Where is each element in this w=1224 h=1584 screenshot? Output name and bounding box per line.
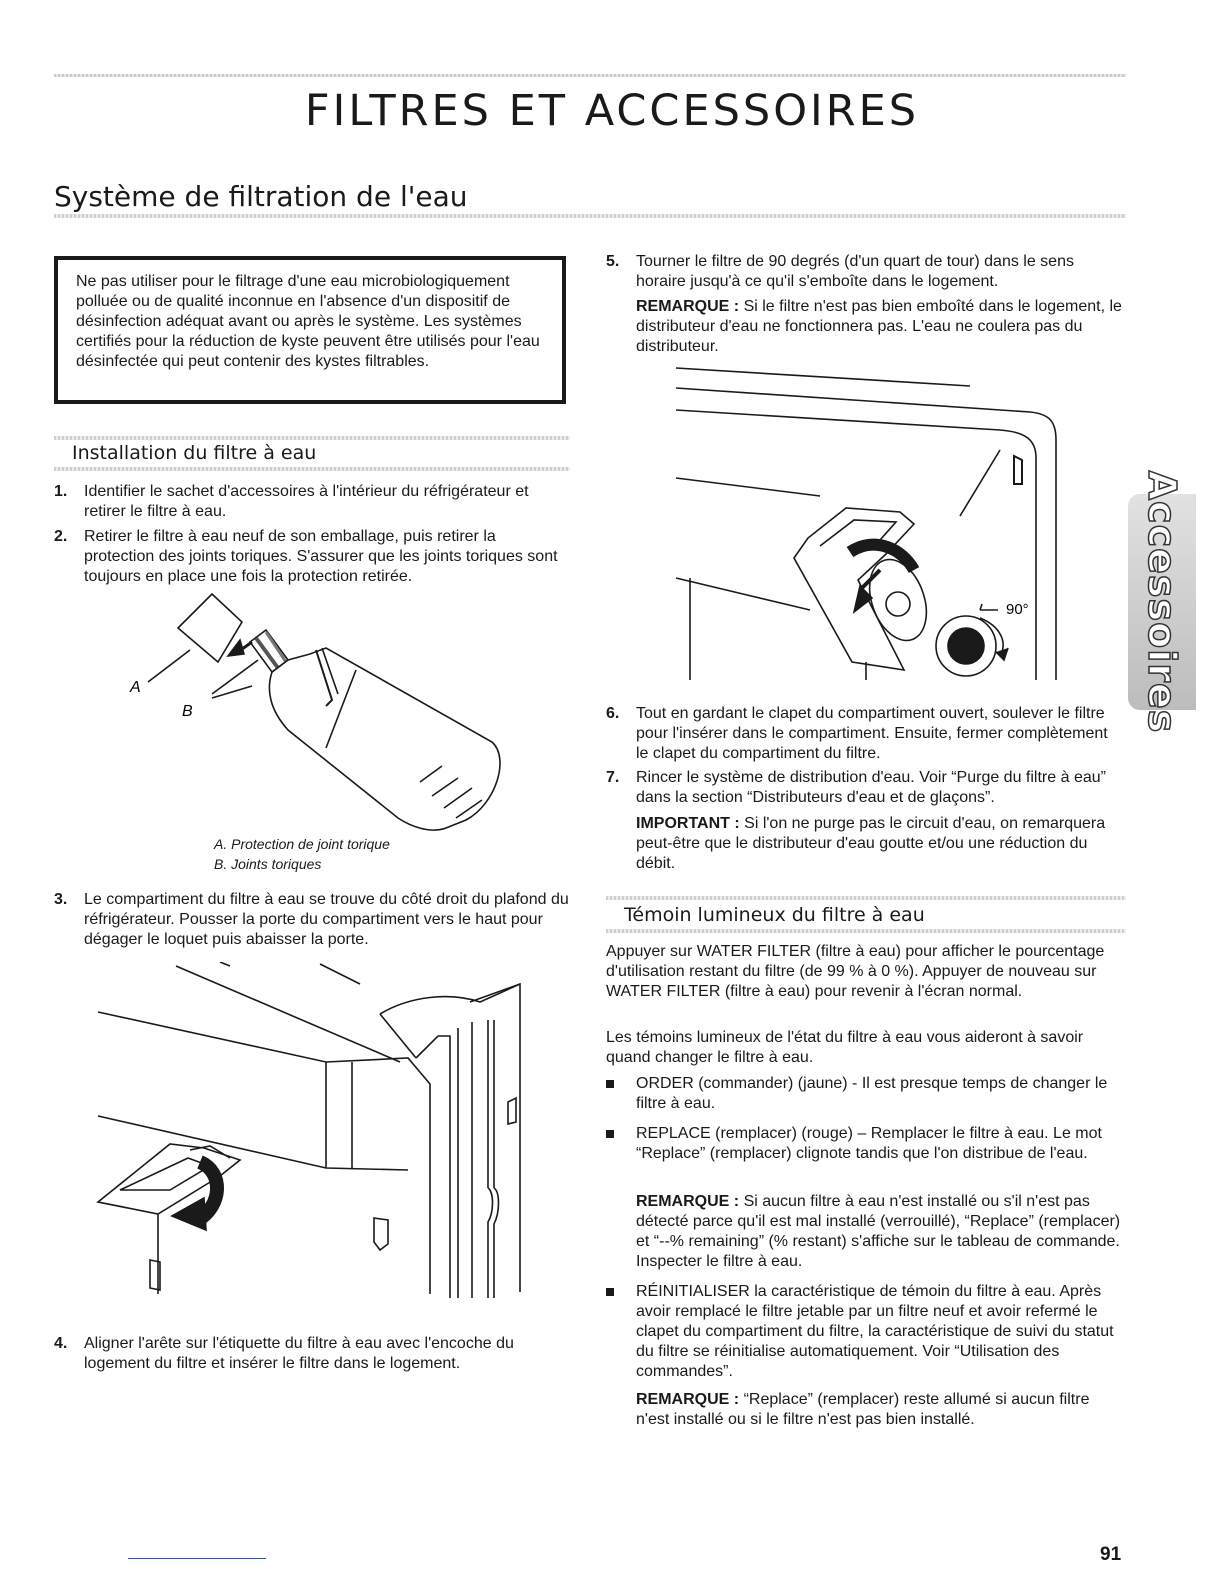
bullet-replace bbox=[606, 1124, 1122, 1164]
bullet-reset bbox=[606, 1282, 1122, 1382]
warning-text: Ne pas utiliser pour le filtrage d'une eau microbiologiquement polluée ou de qualité inconnue en l'absence d'un dispositif de désinfection adéquat avant ou après le système. Les systèmes certifiés pour la réduction de kyste peuvent être utilisés pour l'eau désinfectée qui peut contenir des kystes filtrables. bbox=[76, 273, 540, 370]
note-text: “Replace” (remplacer) reste allumé si aucun filtre n'est installé ou si le filtre n'est pas bien installé. bbox=[636, 1391, 1090, 1428]
important-note bbox=[636, 814, 1122, 874]
step-text: Tout en gardant le clapet du compartiment ouvert, soulever le filtre pour l'insérer dans le compartiment. Ensuite, fermer complètement le clapet du compartiment du filtre. bbox=[636, 705, 1108, 762]
bullet-text: RÉINITIALISER la caractéristique de témoin du filtre à eau. Après avoir remplacé le filtre jetable par un filtre neuf et avoir refermé le clapet du compartiment du filtre, la caractéristique de suivi du statut du filtre se réinitialise automatiquement. Voir “Utilisation des commandes”. bbox=[636, 1283, 1114, 1380]
step-1 bbox=[54, 482, 570, 522]
page-number: 91 bbox=[1100, 1544, 1122, 1565]
filter-rotation-figure bbox=[670, 360, 1070, 690]
indicator-paragraph-2: Les témoins lumineux de l'état du filtre à eau vous aideront à savoir quand changer le filtre à eau. bbox=[606, 1029, 1084, 1066]
step-number: 1. bbox=[54, 483, 68, 500]
subhead-rule-top bbox=[606, 896, 1126, 900]
note-reset bbox=[636, 1390, 1122, 1430]
step-7 bbox=[606, 768, 1122, 808]
bullet-marker bbox=[606, 1130, 614, 1138]
compartment-door-figure bbox=[90, 962, 550, 1307]
bullet-order bbox=[606, 1074, 1122, 1114]
important-text: Si l'on ne purge pas le circuit d'eau, on remarquera peut-être que le distributeur d'eau goutte et/ou une réduction du débit. bbox=[636, 815, 1106, 872]
step-2 bbox=[54, 527, 570, 587]
important-label: IMPORTANT : bbox=[636, 815, 740, 832]
note-step-5 bbox=[636, 297, 1122, 357]
bullet-text: ORDER (commander) (jaune) - Il est presque temps de changer le filtre à eau. bbox=[636, 1075, 1108, 1112]
step-5 bbox=[606, 252, 1122, 292]
bullet-marker bbox=[606, 1288, 614, 1296]
step-number: 7. bbox=[606, 769, 620, 786]
section-rule bbox=[54, 214, 1126, 218]
installation-heading: Installation du filtre à eau bbox=[72, 442, 317, 464]
step-6 bbox=[606, 704, 1122, 764]
indicator-paragraph-1: Appuyer sur WATER FILTER (filtre à eau) pour afficher le pourcentage d'utilisation restant du filtre (de 99 % à 0 %). Appuyer de nouveau sur WATER FILTER (filtre à eau) pour revenir à l'écran normal. bbox=[606, 943, 1105, 1000]
caption-a: A. Protection de joint torique bbox=[214, 836, 390, 852]
indicator-heading: Témoin lumineux du filtre à eau bbox=[624, 904, 925, 926]
step-text: Retirer le filtre à eau neuf de son emballage, puis retirer la protection des joints toriques. S'assurer que les joints toriques sont toujours en place une fois la protection retirée. bbox=[84, 528, 558, 585]
note-replace bbox=[636, 1192, 1122, 1272]
footer-rule bbox=[128, 1558, 266, 1559]
step-text: Identifier le sachet d'accessoires à l'intérieur du réfrigérateur et retirer le filtre à eau. bbox=[84, 483, 529, 520]
note-label: REMARQUE : bbox=[636, 1193, 740, 1210]
step-text: Le compartiment du filtre à eau se trouve du côté droit du plafond du réfrigérateur. Pousser la porte du compartiment vers le haut pour dégager le loquet puis abaisser la porte. bbox=[84, 891, 569, 948]
step-text: Tourner le filtre de 90 degrés (d'un quart de tour) dans le sens horaire jusqu'à ce qu'il s'emboîte dans le logement. bbox=[636, 253, 1074, 290]
step-text: Aligner l'arête sur l'étiquette du filtre à eau avec l'encoche du logement du filtre et insérer le filtre dans le logement. bbox=[84, 1335, 514, 1372]
filter-cartridge-figure bbox=[120, 590, 520, 840]
side-tab-label: Accessoires bbox=[1140, 470, 1184, 734]
step-number: 4. bbox=[54, 1335, 68, 1352]
step-number: 6. bbox=[606, 705, 620, 722]
bullet-marker bbox=[606, 1080, 614, 1088]
step-number: 5. bbox=[606, 253, 620, 270]
label-a: A bbox=[130, 679, 141, 696]
caption-b: B. Joints toriques bbox=[214, 856, 322, 872]
subhead-rule-bottom bbox=[606, 929, 1126, 933]
note-label: REMARQUE : bbox=[636, 298, 740, 315]
bullet-text: REPLACE (remplacer) (rouge) – Remplacer le filtre à eau. Le mot “Replace” (remplacer) clignote tandis que l'on distribue de l'eau. bbox=[636, 1125, 1102, 1162]
page-title: FILTRES ET ACCESSOIRES bbox=[304, 86, 920, 136]
step-3 bbox=[54, 890, 570, 950]
note-text: Si le filtre n'est pas bien emboîté dans le logement, le distributeur d'eau ne fonctionnera pas. L'eau ne coulera pas du distributeur. bbox=[636, 298, 1122, 355]
step-number: 3. bbox=[54, 891, 68, 908]
step-4 bbox=[54, 1334, 570, 1374]
label-b: B bbox=[182, 703, 193, 720]
subhead-rule-top bbox=[54, 436, 570, 440]
angle-label: 90° bbox=[1006, 601, 1029, 618]
step-text: Rincer le système de distribution d'eau. Voir “Purge du filtre à eau” dans la section “Distributeurs d'eau et de glaçons”. bbox=[636, 769, 1106, 806]
side-tab bbox=[1128, 470, 1196, 734]
warning-box bbox=[54, 256, 566, 404]
step-number: 2. bbox=[54, 528, 68, 545]
top-rule bbox=[54, 74, 1126, 77]
note-label: REMARQUE : bbox=[636, 1391, 740, 1408]
cartridge-body bbox=[269, 648, 500, 830]
section-title: Système de filtration de l'eau bbox=[54, 180, 468, 213]
note-text: Si aucun filtre à eau n'est installé ou s'il n'est pas détecté parce qu'il est mal installé (verrouillé), “Replace” (remplacer) et “--% remaining” (% restant) s'affiche sur le tableau de commande. Inspecter le filtre à eau. bbox=[636, 1193, 1121, 1270]
subhead-rule-bottom bbox=[54, 467, 570, 471]
